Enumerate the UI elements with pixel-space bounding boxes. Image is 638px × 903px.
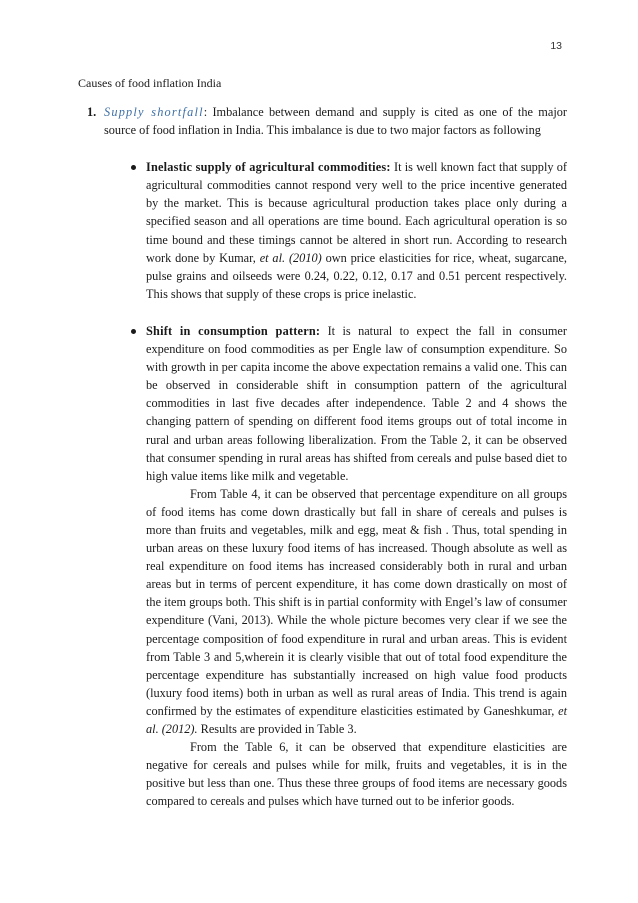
factor-paragraph: [146, 485, 567, 738]
document-body: [87, 103, 567, 810]
factor-paragraph: [146, 158, 567, 303]
factor-text: own price elasticities for rice, wheat, sugarcane, pulse grains and oilseeds were 0.24, 0.22, 0.12, 0.17 and 0.51 percent respectively. This shows that supply of these crops is price inelastic.: [146, 250, 567, 301]
factor-paragraph: From the Table 6, it can be observed that expenditure elasticities are negative for cereals and pulses while for milk, fruits and vegetables, it is in the positive but less than one. Thus these three groups of food items are necessary goods compared to cereals and pulses which have turned out to be inferior goods.: [146, 740, 567, 809]
bullet-icon: [131, 165, 136, 170]
factor-text: It is well known fact that supply of agricultural commodities cannot respond very well to the price incentive generated by the market. This is because agricultural production takes place only during a specified season and all operations are time bound. Each agricultural operation is so time bound and these timings cannot be altered in short run. According to research work done by Kumar,: [146, 160, 568, 265]
citation: et al. (2012).: [146, 703, 567, 736]
factor-paragraph: [146, 322, 567, 485]
point-intro: : Imbalance between demand and supply is cited as one of the major source of food inflation in India. This imbalance is due to two major factors as following: [104, 105, 567, 138]
factor-list: [104, 158, 567, 810]
bullet-icon: [131, 329, 136, 334]
factor-text: It is natural to expect the fall in consumer expenditure on food commodities as per Engle law of consumption expenditure. So with growth in per capita income the above expectation remains a valid one. This can be observed in considerable shift in consumption pattern of the agricultural commodities in last five decades after independence. Table 2 and 4 shows the changing pattern of spending on different food items groups out of total income in rural and urban areas following liberalization. From the Table 2, it can be observed that consumer spending in rural areas has shifted from cereals and pulse based diet to high value items like milk and vegetable.: [146, 323, 567, 483]
point-supply-shortfall: [87, 103, 567, 810]
factor-inelastic-supply: [104, 158, 567, 303]
section-title: Causes of food inflation India: [78, 76, 222, 90]
page-number: 13: [550, 40, 562, 52]
factor-text: From Table 4, it can be observed that percentage expenditure on all groups of food items has come down drastically but fall in share of cereals and pulses is more than fruits and vegetables, milk and egg, meat & fish . Thus, total spending in urban areas on these luxury food items of has increased. Though absolute as well as real expenditure on food items has increased considerably both in rural and urban areas but in terms of percent expenditure, it has come down drastically on most of the item groups both. This shift is in partial conformity with Engel’s law of consumer expenditure (Vani, 2013). While the whole picture becomes very clear if we see the percentage composition of food expenditure in rural and urban areas. This is evident from Table 3 and 5,wherein it is clearly visible that out of total food expenditure the percentage expenditure has substantially increased on high value food products (luxury food items) both in urban as well as rural areas of India. This trend is again confirmed by the estimates of expenditure elasticities estimated by Ganeshkumar,: [146, 486, 567, 718]
citation: et al. (2010): [259, 250, 322, 265]
factor-text: Results are provided in Table 3.: [197, 722, 357, 736]
factor-consumption-shift: [104, 322, 567, 811]
point-heading: Supply shortfall: [104, 105, 204, 119]
factor-title: Shift in consumption pattern:: [146, 323, 321, 338]
factor-title: Inelastic supply of agricultural commodities:: [146, 160, 391, 175]
point-number: 1.: [87, 105, 97, 119]
